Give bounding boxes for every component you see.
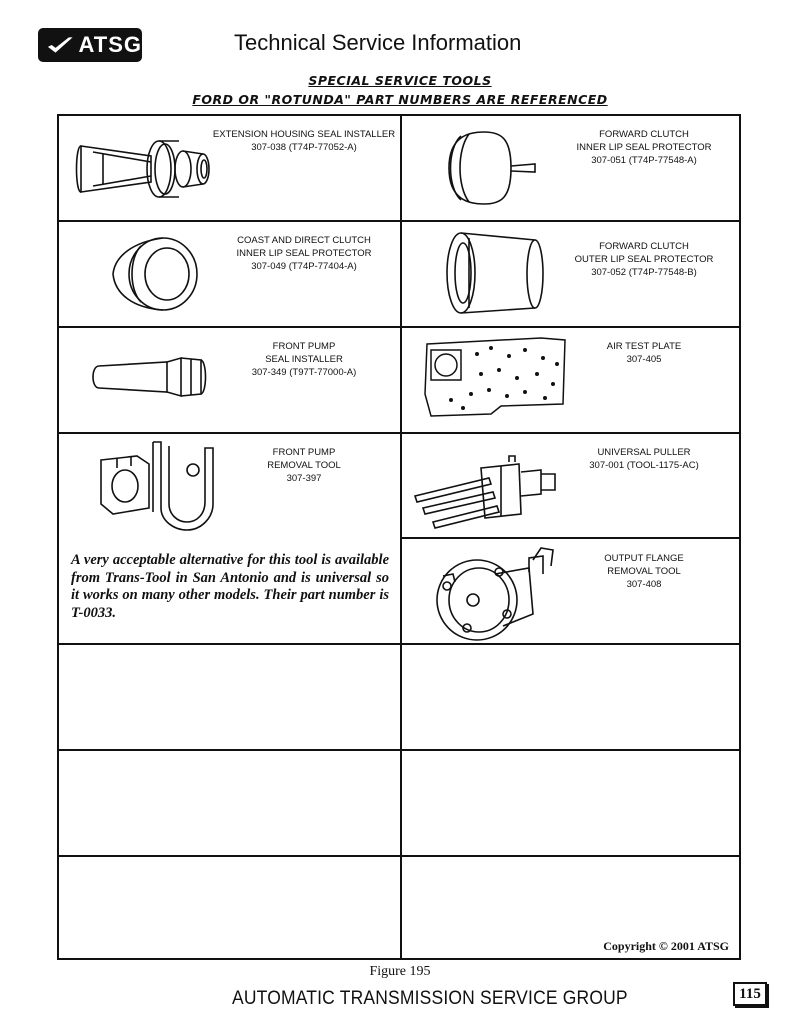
grid-divider — [59, 749, 739, 751]
page-title: Technical Service Information — [234, 30, 522, 55]
grid-divider — [402, 537, 739, 539]
copyright-notice: Copyright © 2001 ATSG — [603, 939, 729, 953]
grid-divider — [59, 643, 739, 645]
subheading-line1: SPECIAL SERVICE TOOLS — [308, 73, 492, 88]
tool-caption-307-051: FORWARD CLUTCH INNER LIP SEAL PROTECTOR 307-051 (T74P-77548-A) — [576, 129, 712, 166]
tool-caption-307-405: AIR TEST PLATE 307-405 — [606, 341, 682, 365]
tool-caption-307-408: OUTPUT FLANGE REMOVAL TOOL 307-408 — [604, 553, 684, 590]
grid-divider — [59, 220, 739, 222]
front-pump-seal-installer-illustration — [91, 352, 211, 402]
alternative-tool-note: A very acceptable alternative for this tool is available from Trans-Tool in San Antonio and is universal so it works on many other models. Their part number is T-0033. — [71, 552, 389, 621]
atsg-logo — [38, 28, 142, 62]
subheading-line2: FORD OR "ROTUNDA" PART NUMBERS ARE REFERENCED — [192, 92, 608, 107]
tool-caption-307-052: FORWARD CLUTCH OUTER LIP SEAL PROTECTOR 307-052 (T74P-77548-B) — [574, 241, 714, 278]
forward-clutch-inner-seal-protector-illustration — [439, 128, 539, 208]
grid-divider — [59, 432, 739, 434]
output-flange-removal-tool-illustration — [433, 544, 561, 644]
figure-label: Figure 195 — [369, 964, 431, 979]
logo-text: ATSG — [78, 32, 142, 57]
footer-organization: AUTOMATIC TRANSMISSION SERVICE GROUP — [232, 988, 628, 1009]
tool-caption-307-397: FRONT PUMP REMOVAL TOOL 307-397 — [267, 447, 341, 484]
tool-caption-307-349: FRONT PUMP SEAL INSTALLER 307-349 (T97T-77000-A) — [251, 341, 357, 378]
grid-divider — [59, 855, 739, 857]
check-arrow-icon — [46, 35, 75, 55]
extension-housing-seal-installer-illustration — [73, 132, 213, 204]
tool-caption-307-001: UNIVERSAL PULLER 307-001 (TOOL-1175-AC) — [589, 447, 699, 471]
front-pump-removal-tool-illustration — [97, 438, 217, 538]
page-number: 115 — [733, 982, 767, 1006]
tool-caption-307-049: COAST AND DIRECT CLUTCH INNER LIP SEAL PROTECTOR 307-049 (T74P-77404-A) — [236, 235, 372, 272]
tool-caption-307-038: EXTENSION HOUSING SEAL INSTALLER 307-038 (T74P-77052-A) — [212, 129, 396, 153]
tool-grid — [57, 114, 741, 960]
universal-puller-illustration — [409, 452, 559, 530]
grid-divider — [59, 326, 739, 328]
coast-direct-clutch-seal-protector-illustration — [103, 234, 203, 316]
forward-clutch-outer-seal-protector-illustration — [439, 228, 549, 318]
